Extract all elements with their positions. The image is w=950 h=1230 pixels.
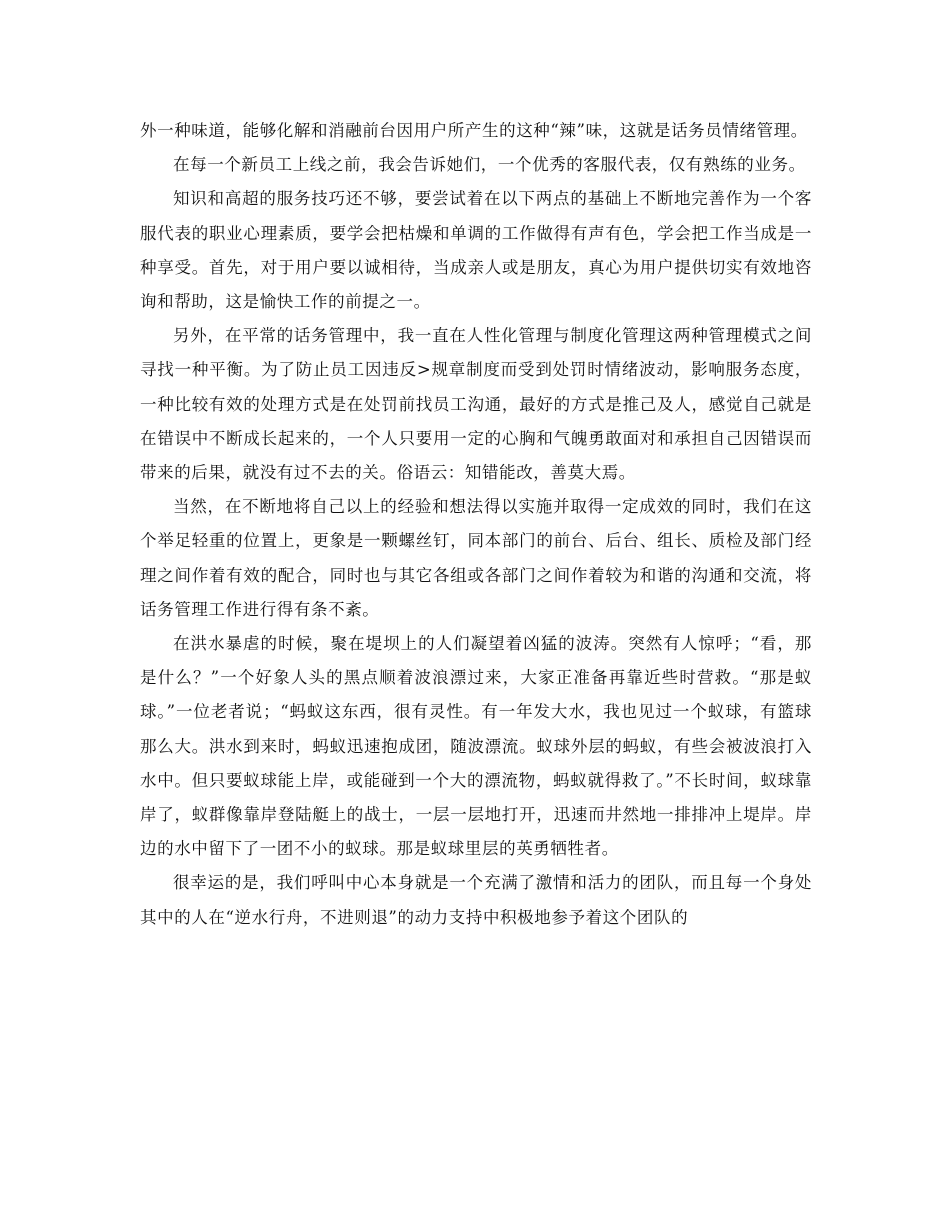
document-body: [140, 114, 812, 935]
paragraph: 另外，在平常的话务管理中，我一直在人性化管理与制度化管理这两种管理模式之间寻找一种平衡。为了防止员工因违反>规章制度而受到处罚时情绪波动，影响服务态度，一种比较有效的处理方式是在处罚前找员工沟通，最好的方式是推己及人，感觉自己就是在错误中不断成长起来的，一个人只要用一定的心胸和气魄勇敢面对和承担自己因错误而带来的后果，就没有过不去的关。俗语云：知错能改，善莫大焉。: [140, 326, 812, 483]
paragraph: 在洪水暴虐的时候，聚在堤坝上的人们凝望着凶猛的波涛。突然有人惊呼；“看，那是什么？”一个好象人头的黑点顺着波浪漂过来，大家正准备再靠近些时营救。“那是蚁球。”一位老者说；“蚂蚁这东西，很有灵性。有一年发大水，我也见过一个蚁球，有篮球那么大。洪水到来时，蚂蚁迅速抱成团，随波漂流。蚁球外层的蚂蚁，有些会被波浪打入水中。但只要蚁球能上岸，或能碰到一个大的漂流物，蚂蚁就得救了。”不长时间，蚁球靠岸了，蚁群像靠岸登陆艇上的战士，一层一层地打开，迅速而井然地一排排冲上堤岸。岸边的水中留下了一团不小的蚁球。那是蚁球里层的英勇牺牲者。: [140, 634, 812, 859]
paragraph: 在每一个新员工上线之前，我会告诉她们，一个优秀的客服代表，仅有熟练的业务。: [173, 155, 806, 175]
paragraph: 很幸运的是，我们呼叫中心本身就是一个充满了激情和活力的团队，而且每一个身处其中的人在“逆水行舟，不进则退”的动力支持中积极地参予着这个团队的: [140, 873, 812, 927]
paragraph: 知识和高超的服务技巧还不够，要尝试着在以下两点的基础上不断地完善作为一个客服代表的职业心理素质，要学会把枯燥和单调的工作做得有声有色，学会把工作当成是一种享受。首先，对于用户要以诚相待，当成亲人或是朋友，真心为用户提供切实有效地咨询和帮助，这是愉快工作的前提之一。: [140, 189, 812, 312]
paragraph: 当然，在不断地将自己以上的经验和想法得以实施并取得一定成效的同时，我们在这个举足轻重的位置上，更象是一颗螺丝钉，同本部门的前台、后台、组长、质检及部门经理之间作着有效的配合，同时也与其它各组或各部门之间作着较为和谐的沟通和交流，将话务管理工作进行得有条不紊。: [140, 497, 812, 619]
paragraph-continuation: 外一种味道，能够化解和消融前台因用户所产生的这种“辣”味，这就是话务员情绪管理。: [140, 121, 808, 140]
